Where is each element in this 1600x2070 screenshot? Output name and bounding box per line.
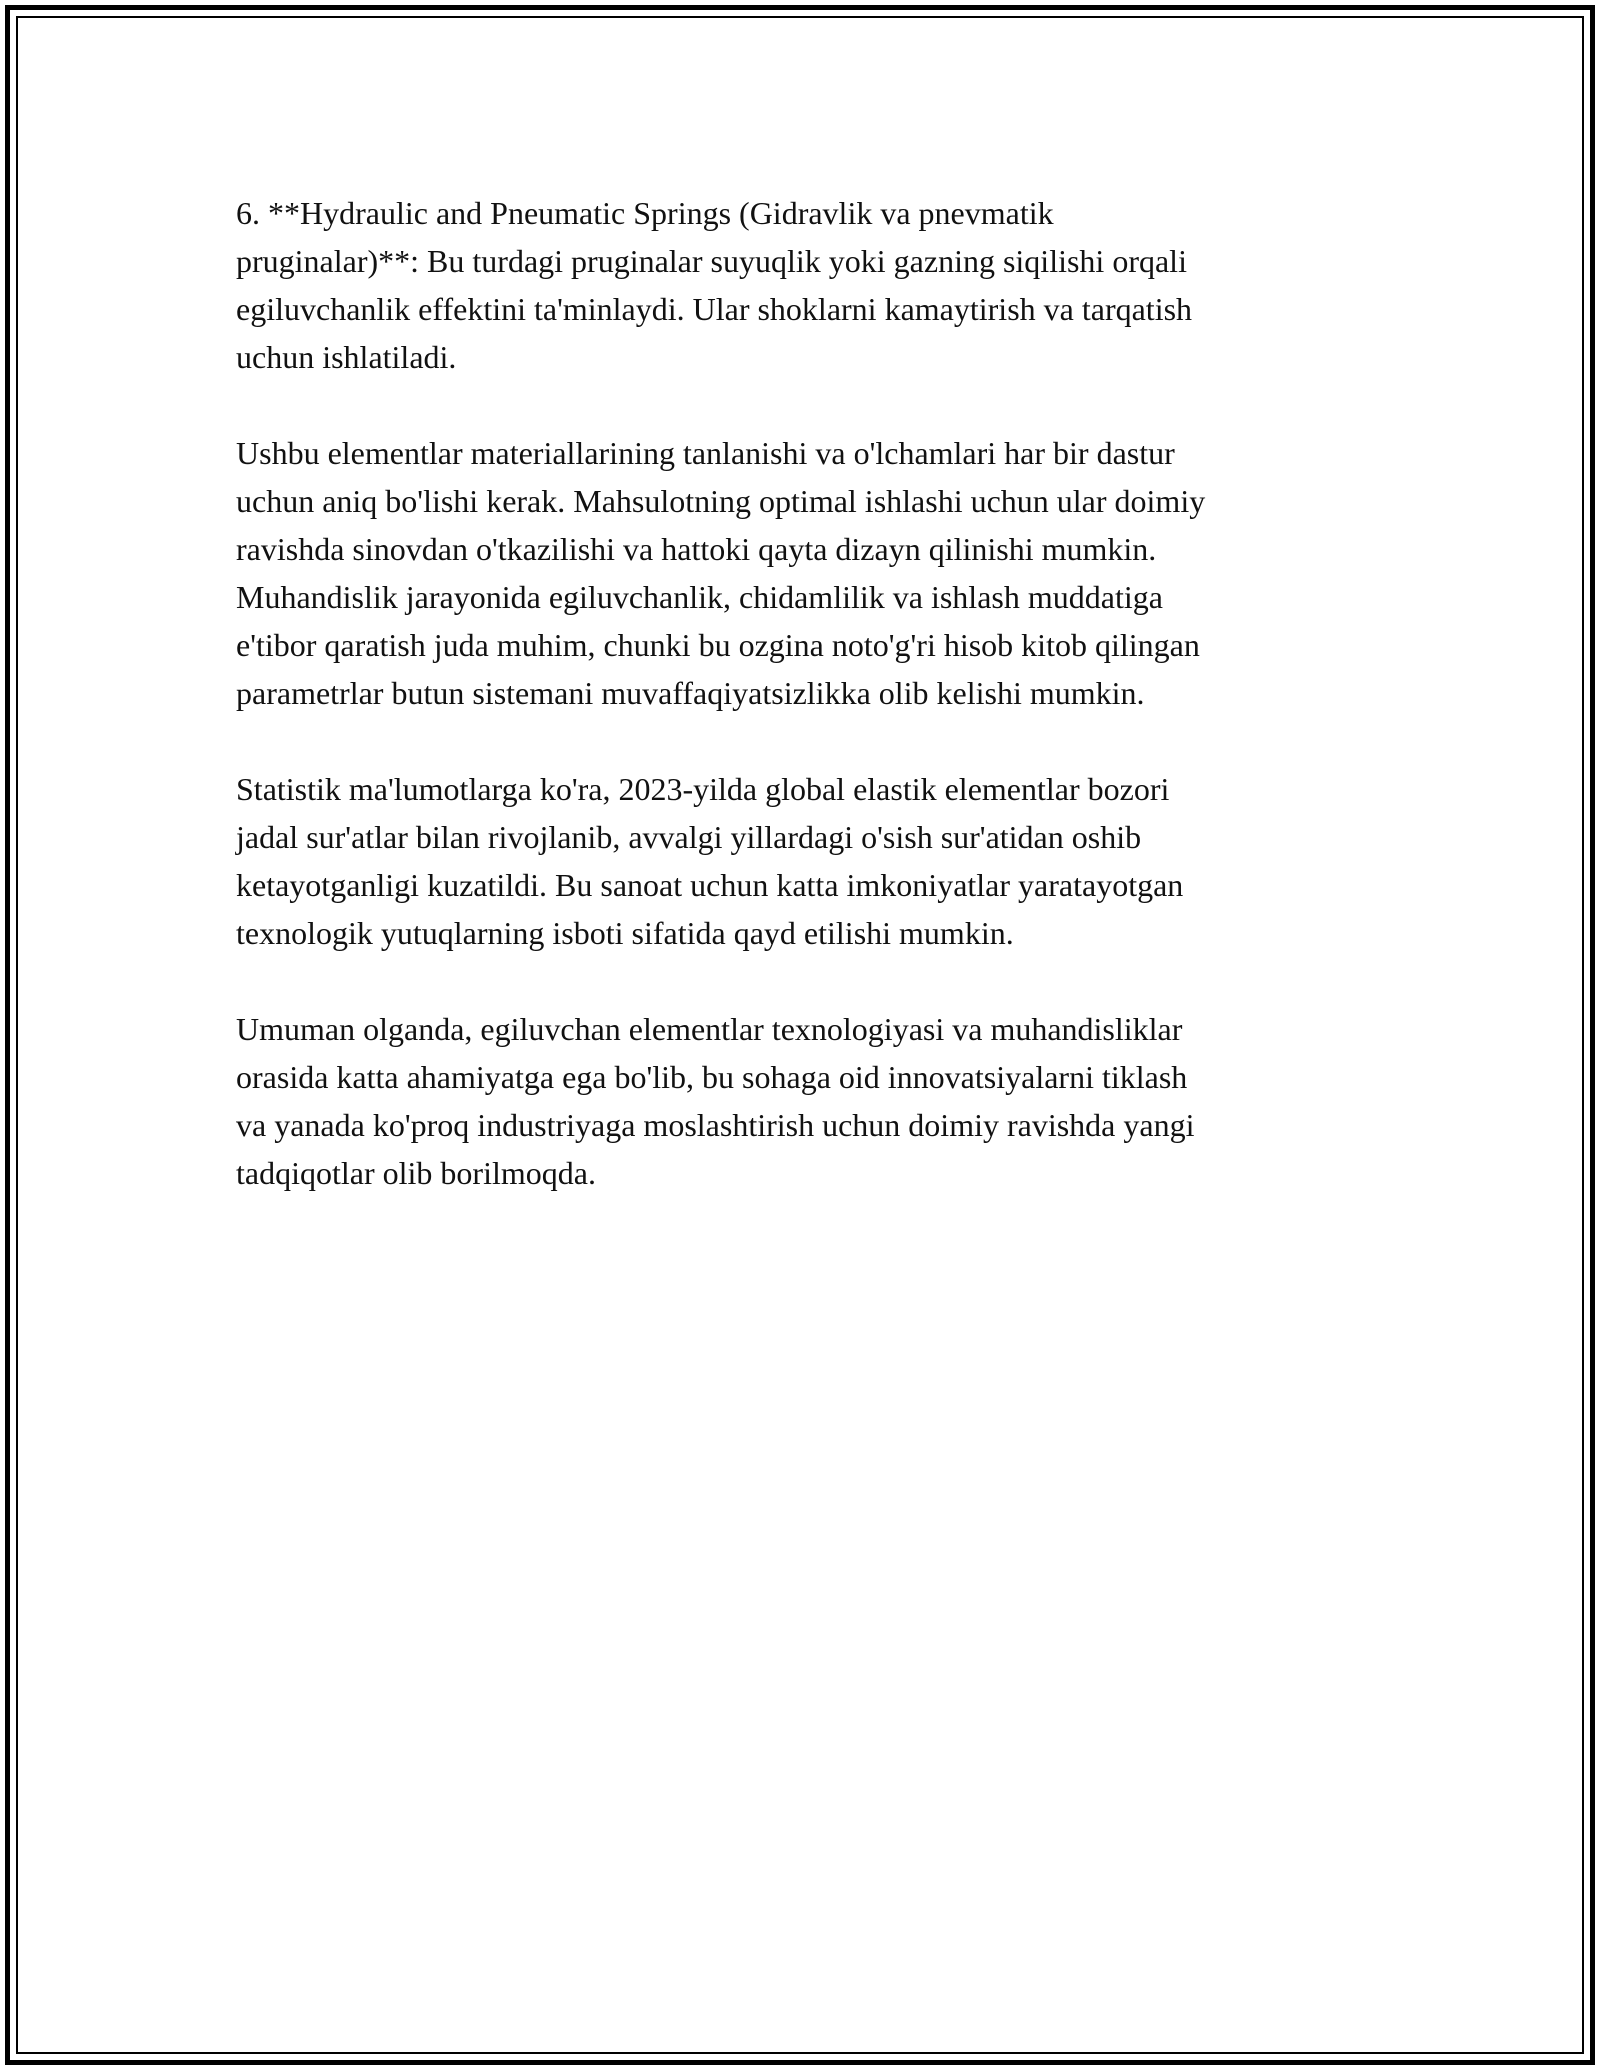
paragraph-statistics [236,765,1356,957]
text-line: ravishda sinovdan o'tkazilishi va hattoki qayta dizayn qilinishi mumkin. [236,531,1157,567]
text-line: ketayotganligi kuzatildi. Bu sanoat uchun katta imkoniyatlar yaratayotgan [236,867,1184,903]
text-line: Ushbu elementlar materiallarining tanlanishi va o'lchamlari har bir dastur [236,435,1175,471]
text-line: va yanada ko'proq industriyaga moslashtirish uchun doimiy ravishda yangi [236,1107,1195,1143]
paragraph-conclusion [236,1005,1356,1197]
text-line: Muhandislik jarayonida egiluvchanlik, chidamlilik va ishlash muddatiga [236,579,1163,615]
text-line: e'tibor qaratish juda muhim, chunki bu ozgina noto'g'ri hisob kitob qilingan [236,627,1200,663]
text-line: texnologik yutuqlarning isboti sifatida qayd etilishi mumkin. [236,915,1014,951]
paragraph-materials [236,429,1356,717]
document-body [236,189,1356,1245]
text-line: 6. **Hydraulic and Pneumatic Springs (Gidravlik va pnevmatik [236,195,1054,231]
text-line: egiluvchanlik effektini ta'minlaydi. Ular shoklarni kamaytirish va tarqatish [236,291,1193,327]
text-line: tadqiqotlar olib borilmoqda. [236,1155,596,1191]
text-line: orasida katta ahamiyatga ega bo'lib, bu sohaga oid innovatsiyalarni tiklash [236,1059,1188,1095]
text-line: uchun aniq bo'lishi kerak. Mahsulotning optimal ishlashi uchun ular doimiy [236,483,1206,519]
text-line: Umuman olganda, egiluvchan elementlar texnologiyasi va muhandisliklar [236,1011,1183,1047]
text-line: uchun ishlatiladi. [236,339,457,375]
paragraph-hydraulic-springs [236,189,1356,381]
text-line: Statistik ma'lumotlarga ko'ra, 2023-yilda global elastik elementlar bozori [236,771,1170,807]
text-line: pruginalar)**: Bu turdagi pruginalar suyuqlik yoki gazning siqilishi orqali [236,243,1187,279]
text-line: jadal sur'atlar bilan rivojlanib, avvalgi yillardagi o'sish sur'atidan oshib [236,819,1142,855]
text-line: parametrlar butun sistemani muvaffaqiyatsizlikka olib kelishi mumkin. [236,675,1145,711]
